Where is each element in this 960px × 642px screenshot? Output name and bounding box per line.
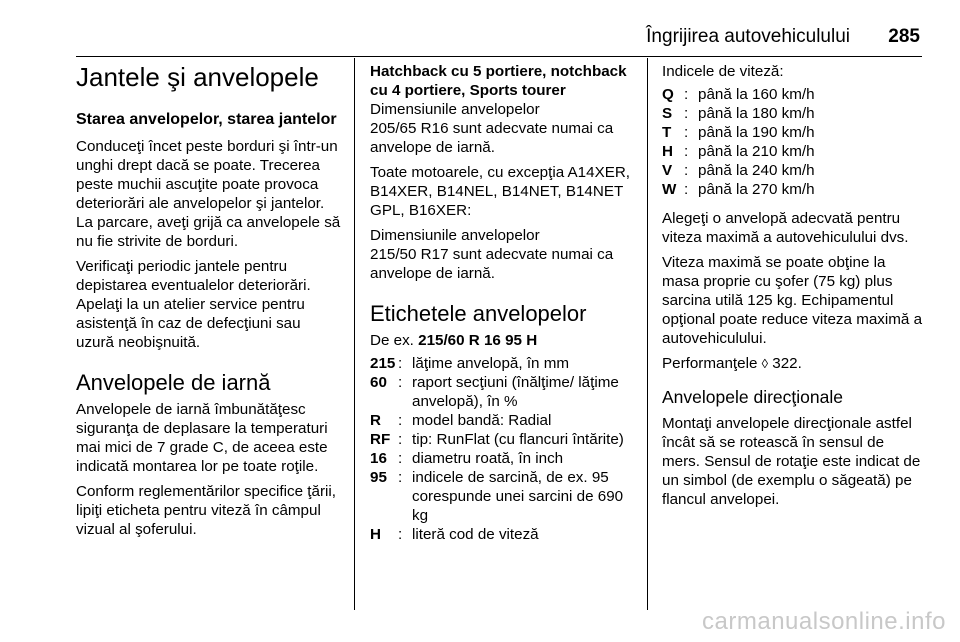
definition-row [370,525,634,544]
reference-page[interactable]: 322. [768,355,802,372]
definition-value: lăţime anvelopă, în mm [412,355,570,372]
paragraph: 215/50 R17 sunt adecvate numai ca anvelope de iarnă. [370,246,614,282]
paragraph: 205/65 R16 sunt adecvate numai ca anvelope de iarnă. [370,120,614,156]
speed-separator: : [684,143,689,160]
column-2 [370,62,634,550]
definition-separator: : [398,526,403,543]
speed-separator: : [684,105,689,122]
page-number: 285 [888,26,920,47]
page-header [76,20,922,57]
definition-row [370,430,634,449]
speed-intro: Indicele de viteză: [662,63,784,80]
definition-separator: : [398,431,403,448]
definition-key: R [370,412,381,429]
speed-key: V [662,162,673,179]
column-divider-1 [354,58,355,610]
definition-separator: : [398,450,403,467]
speed-row [662,142,924,161]
paragraph: Verificaţi periodic jantele pentru depistarea eventualelor deteriorări. Apelaţi la un atelier service pentru asistenţă în caz de defecţiuni sau uzură neobişnuită. [76,258,311,351]
paragraph: Conform reglementărilor specifice ţării, lipiţi eticheta pentru viteză în câmpul vizual al şoferului. [76,483,336,538]
definition-row [370,354,634,373]
watermark: carmanualsonline.info [702,608,946,635]
speed-separator: : [684,162,689,179]
paragraph: Toate motoarele, cu excepţia A14XER, B14XER, B14NEL, B14NET, B14NET GPL, B16XER: [370,164,631,219]
speed-separator: : [684,181,689,198]
definition-separator: : [398,469,403,486]
paragraph: Dimensiunile anvelopelor [370,101,540,118]
speed-value: până la 240 km/h [698,162,815,179]
example-prefix: De ex. [370,332,419,349]
paragraph: Conduceţi încet peste borduri şi într-un unghi drept dacă se poate. Trecerea peste muchii ascuţite poate provoca deteriorări ale anvelopelor şi jantelor. La parcare, aveţi grijă ca anvelopele să nu fie strivite de borduri. [76,138,341,250]
definition-row [370,449,634,468]
speed-value: până la 270 km/h [698,181,815,198]
definition-key: 215 [370,355,396,372]
speed-value: până la 190 km/h [698,124,815,141]
speed-value: până la 180 km/h [698,105,815,122]
definition-key: H [370,526,381,543]
speed-key: Q [662,86,674,103]
header-title: Îngrijirea autovehiculului [646,26,850,47]
subsection-title-tyre-condition: Starea anvelopelor, starea jantelor [76,111,337,128]
example-code: 215/60 R 16 95 H [418,332,538,349]
definition-value: indicele de sarcină, de ex. 95 corespunde unei sarcini de 690 kg [412,469,624,524]
subsection-title-directional-tyres: Anvelopele direcţionale [662,387,843,407]
speed-key: S [662,105,673,122]
definition-value: raport secţiuni (înălţime/ lăţime anvelopă), în % [412,374,619,410]
definition-key: 16 [370,450,387,467]
paragraph: Anvelopele de iarnă îmbunătăţesc siguranţa de deplasare la temperaturi mai mici de 7 grade C, de aceea este indicată montarea lor pe toate roţile. [76,401,328,475]
speed-row [662,180,924,199]
definition-key: 95 [370,469,387,486]
definition-row [370,411,634,430]
definition-key: RF [370,431,391,448]
definition-value: diametru roată, în inch [412,450,564,467]
speed-index-list [662,85,924,199]
definition-key: 60 [370,374,387,391]
speed-value: până la 210 km/h [698,143,815,160]
paragraph: Montaţi anvelopele direcţionale astfel încât să se rotească în sensul de mers. Sensul de rotaţie este indicat de un simbol (de exemplu o săgeată) pe flancul anvelopei. [662,415,921,508]
paragraph: Viteza maximă se poate obţine la masa proprie cu şofer (75 kg) plus sarcina utilă 125 kg. Echipamentul opţional poate reduce viteza maximă a autovehiculului. [662,254,923,347]
speed-separator: : [684,86,689,103]
tyre-code-definitions [370,354,634,544]
speed-separator: : [684,124,689,141]
column-divider-2 [647,58,648,610]
page-reference-icon: ◊ [761,356,769,371]
section-title: Jantele şi anvelopele [76,62,319,92]
column-3 [662,62,924,515]
speed-key: W [662,181,677,198]
performance-reference [662,354,924,373]
speed-key: T [662,124,672,141]
definition-separator: : [398,355,403,372]
speed-row [662,161,924,180]
speed-row [662,123,924,142]
definition-row [370,468,634,525]
paragraph: Dimensiunile anvelopelor [370,227,540,244]
reference-text: Performanţele [662,355,762,372]
column-1 [76,62,342,545]
paragraph: Alegeţi o anvelopă adecvată pentru viteza maximă a autovehiculului dvs. [662,210,909,246]
example-line [370,331,634,350]
speed-row [662,104,924,123]
speed-key: H [662,143,673,160]
definition-separator: : [398,374,403,391]
bold-intro: Hatchback cu 5 portiere, notchback cu 4 portiere, Sports tourer [370,63,627,99]
definition-separator: : [398,412,403,429]
definition-row [370,373,634,411]
definition-value: tip: RunFlat (cu flancuri întărite) [412,431,624,448]
speed-value: până la 160 km/h [698,86,815,103]
subsection-title-winter-tyres: Anvelopele de iarnă [76,370,271,395]
subsection-title-tyre-labels: Etichetele anvelopelor [370,301,587,326]
definition-value: literă cod de viteză [412,526,539,543]
speed-row [662,85,924,104]
definition-value: model bandă: Radial [412,412,552,429]
